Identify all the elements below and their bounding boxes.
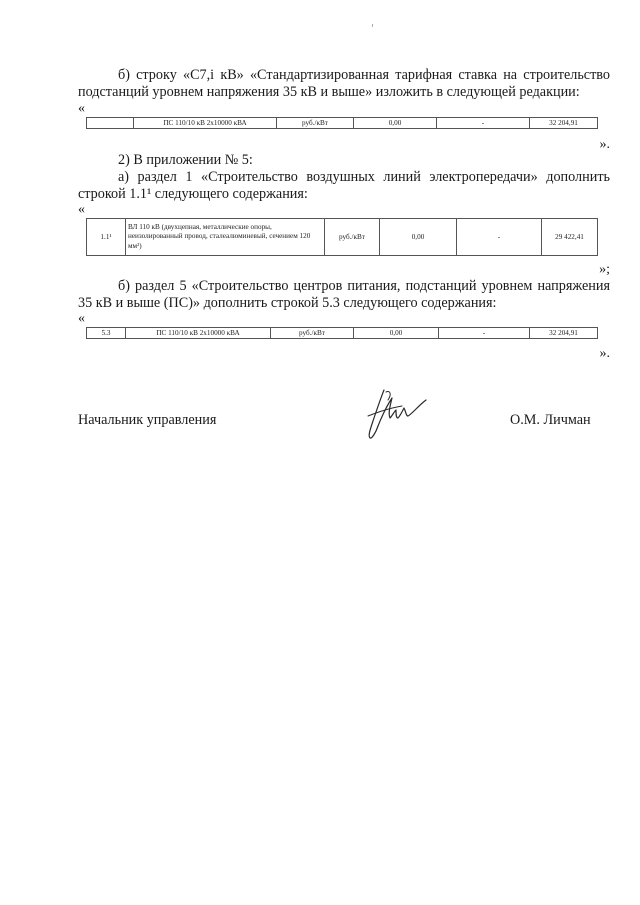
row-name: ВЛ 110 кВ (двухцепная, металлические опоры, неизолированный провод, сталеалюминевый, сечением 120 мм²) — [126, 219, 325, 256]
row-value-3: 32 204,91 — [530, 328, 598, 339]
quote-open-2: « — [78, 202, 85, 217]
row-value-2: - — [437, 118, 530, 129]
paragraph-4 — [78, 278, 610, 312]
row-value-3: 29 422,41 — [542, 219, 598, 256]
paragraph-4-line-2: напряжения 35 кВ и выше (ПС)» дополнить строкой 5.3 следующего содержания: — [78, 278, 611, 311]
handwritten-signature — [362, 386, 434, 444]
signatory-position: Начальник управления — [78, 412, 217, 428]
row-name: ПС 110/10 кВ 2х10000 кВА — [134, 118, 277, 129]
paragraph-2: 2) В приложении № 5: — [118, 152, 253, 168]
row-value-1: 0,00 — [380, 219, 457, 256]
row-unit: руб./кВт — [325, 219, 380, 256]
row-value-1: 0,00 — [354, 328, 439, 339]
row-number: 1.1¹ — [87, 219, 126, 256]
quote-open-1: « — [78, 101, 85, 116]
table-row — [87, 219, 598, 256]
row-value-2: - — [457, 219, 542, 256]
paragraph-3-line-2: строкой 1.1¹ следующего содержания: — [78, 186, 308, 202]
row-value-1: 0,00 — [354, 118, 437, 129]
quote-close-3: ». — [599, 346, 610, 361]
table-row — [87, 118, 598, 129]
table-row — [87, 328, 598, 339]
table-2 — [86, 218, 598, 256]
paragraph-1 — [78, 67, 610, 101]
row-unit: руб./кВт — [271, 328, 354, 339]
row-value-2: - — [439, 328, 530, 339]
paragraph-4-line-1: б) раздел 5 «Строительство центров питания, подстанций уровнем — [118, 278, 533, 294]
paragraph-1-line-1: б) строку «С7,i кВ» «Стандартизированная тарифная ставка на строительство — [118, 67, 610, 83]
scan-mark — [372, 24, 373, 27]
paragraph-1-line-2: подстанций уровнем напряжения 35 кВ и выше» изложить в следующей редакции: — [78, 84, 580, 100]
row-name: ПС 110/10 кВ 2х10000 кВА — [126, 328, 271, 339]
row-value-3: 32 204,91 — [530, 118, 598, 129]
quote-close-1: ». — [599, 137, 610, 152]
paragraph-3-line-1: а) раздел 1 «Строительство воздушных линий электропередачи» дополнить — [118, 169, 610, 185]
quote-close-2: »; — [599, 262, 610, 277]
table-3 — [86, 327, 598, 339]
table-1 — [86, 117, 598, 129]
row-number: 5.3 — [87, 328, 126, 339]
row-number — [87, 118, 134, 129]
signatory-name: О.М. Личман — [510, 412, 591, 428]
row-unit: руб./кВт — [277, 118, 354, 129]
quote-open-3: « — [78, 311, 85, 326]
paragraph-3 — [78, 169, 610, 203]
